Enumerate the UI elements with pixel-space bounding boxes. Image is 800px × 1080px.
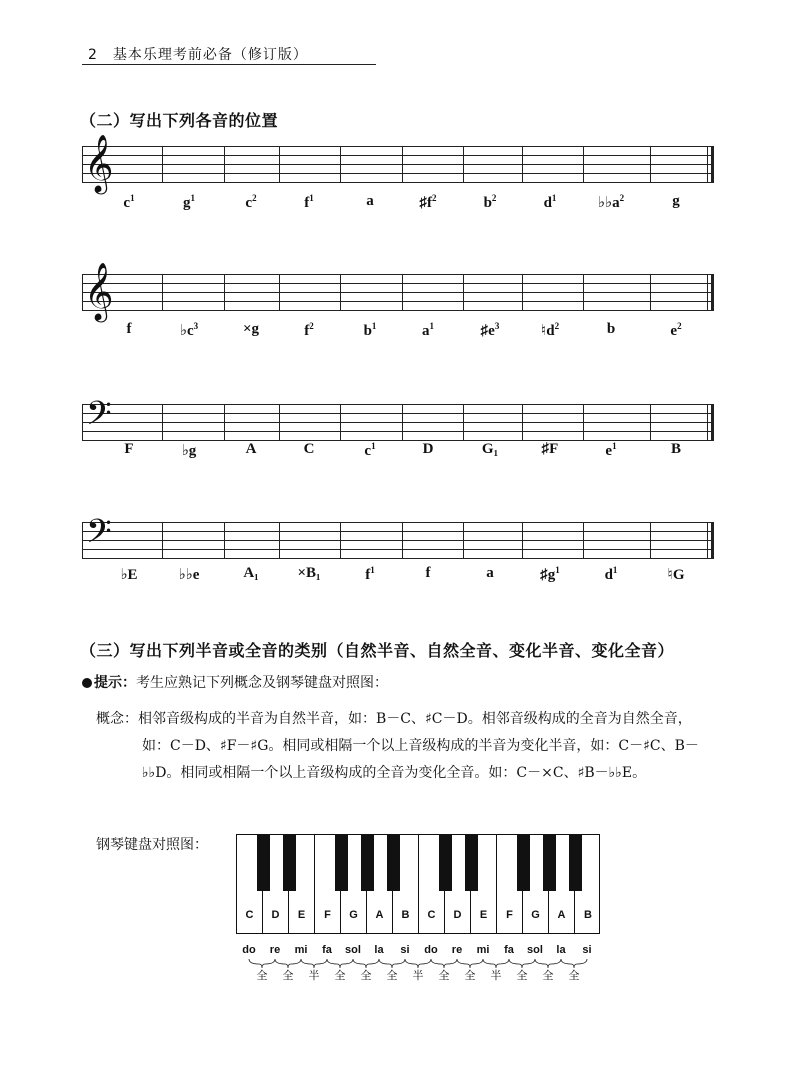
solfege-syllable: do [242,944,256,956]
black-key [283,835,296,891]
barline [224,146,225,182]
octave-mark: 3 [193,321,199,331]
step-type: 全 [464,969,476,982]
note-label [670,321,681,340]
barline [224,274,225,310]
note-label [365,565,375,584]
note-label [183,193,195,212]
note-label [423,441,434,458]
octave-mark: 1 [309,193,314,203]
staff-line [82,310,714,311]
final-barline-thin [707,404,708,441]
white-key-label: B [584,909,592,921]
black-key [543,835,556,891]
step-type: 全 [542,969,554,982]
barline [522,522,523,558]
octave-mark: 1 [190,193,195,203]
solfege-syllable: mi [294,944,308,956]
note-label [364,321,377,340]
barline [583,404,584,440]
white-key-label: B [401,909,410,921]
final-barline-thin [707,146,708,183]
note-label [304,321,314,340]
note-label [671,441,681,458]
note-name: b [363,323,372,339]
black-key [465,835,478,891]
running-header: 2 基本乐理考前必备（修订版） [88,47,308,63]
white-key-label: E [297,909,306,921]
barline [224,522,225,558]
note-name: d [604,567,613,583]
hint [82,672,388,692]
barline [463,274,464,310]
final-barline-thin [707,274,708,311]
staff-line [82,155,714,156]
step-type: 全 [282,969,294,982]
white-key-label: C [245,909,254,921]
staff-line [82,413,714,414]
note-name: e [605,443,613,459]
barline [279,522,280,558]
final-barline-thick [711,522,714,559]
barline [650,274,651,310]
final-barline-thick [711,404,714,441]
note-name: ♭E [120,567,138,583]
note-name: ×B₁ [297,565,321,581]
note-name: e [670,323,678,339]
white-key-label: G [531,909,540,921]
white-key-label: C [427,909,436,921]
note-name: c [245,195,253,211]
white-key-label: F [506,909,513,921]
staff-3 [82,395,714,441]
note-label [422,321,434,340]
note-name: c [364,443,372,459]
step-type: 全 [568,969,580,982]
black-key [439,835,452,891]
barline [463,522,464,558]
barline [340,522,341,558]
note-label [182,441,197,460]
note-name: c [123,195,131,211]
staff-line [82,274,714,275]
note-label [120,565,137,584]
staff-line [82,440,714,441]
white-key-label: A [375,909,384,921]
staff-4 [82,513,714,559]
step-type: 全 [360,969,372,982]
start-barline [82,404,83,440]
solfege-syllable: la [556,944,566,956]
barline [402,146,403,182]
step-type: 全 [334,969,346,982]
staff-line [82,301,714,302]
barline [650,404,651,440]
barline [522,274,523,310]
note-label [420,193,437,212]
solfege-syllable: re [269,944,281,956]
solfege-syllable: si [582,944,592,956]
staff-line [82,182,714,183]
white-key-label: A [557,909,566,921]
step-type: 全 [386,969,398,982]
barline [650,522,651,558]
step-type: 全 [256,969,268,982]
note-name: g [183,195,191,211]
barline [224,404,225,440]
note-label [179,565,200,584]
octave-mark: 2 [677,321,682,331]
barline [463,404,464,440]
note-name: ♭g [181,443,197,459]
note-name: a [486,565,494,581]
white-key-label: F [324,909,331,921]
solfege-syllable: la [374,944,384,956]
note-label [667,565,684,584]
barline [279,274,280,310]
barline [340,146,341,182]
hint-text: 考生应熟记下列概念及钢琴键盘对照图： [136,675,388,691]
octave-mark: 2 [554,321,560,331]
solfege-syllable: sol [527,944,543,956]
black-key [361,835,374,891]
staff-line [82,283,714,284]
octave-mark: 1 [371,441,376,451]
note-label [246,441,257,458]
note-name: ♯e [480,323,495,339]
note-name: f [126,321,132,337]
note-name: ♮d [540,323,555,339]
note-name: A [245,441,257,457]
note-label [180,321,198,340]
header-rule [82,64,376,65]
note-label [540,565,560,584]
step-type: 半 [490,969,502,982]
note-label [672,193,680,210]
note-name: G₁ [481,441,499,457]
black-key [335,835,348,891]
black-key [257,835,270,891]
note-label [484,193,497,212]
staff-line [82,522,714,523]
note-name: d [543,195,552,211]
note-name: f [304,323,310,339]
octave-mark: 2 [309,321,314,331]
octave-mark: 2 [619,193,625,203]
barline [522,404,523,440]
bass-clef-icon: 𝄢 [86,513,112,559]
barline [340,274,341,310]
note-label [243,565,258,582]
note-name: f [304,195,310,211]
note-label [245,193,256,212]
barline [463,146,464,182]
note-label [123,193,134,212]
note-name: ♭♭a [597,195,620,211]
note-label [605,441,616,460]
note-label [482,441,498,458]
note-name: B [670,441,682,457]
barline [583,146,584,182]
note-name: ♭♭e [178,567,200,583]
treble-clef-icon: 𝄞 [84,262,114,320]
step-type: 全 [438,969,450,982]
staff-2 [82,262,714,320]
solfege-syllable: do [424,944,438,956]
octave-mark: 1 [130,193,135,203]
solfege-syllable: sol [345,944,361,956]
octave-mark: 1 [370,565,375,575]
barline [162,274,163,310]
note-label [486,565,494,582]
concept-paragraph [96,706,716,787]
note-name: g [672,193,680,209]
start-barline [82,146,83,182]
bullet-icon [82,678,92,688]
barline [402,274,403,310]
barline [340,404,341,440]
start-barline [82,522,83,558]
section-3-title: （三）写出下列半音或全音的类别（自然半音、自然全音、变化半音、变化全音） [80,641,675,660]
white-key-label: E [479,909,488,921]
note-name: C [303,441,315,457]
note-name: ♯f [419,195,432,211]
octave-mark: 1 [612,565,618,575]
note-label [364,441,375,460]
barline [162,146,163,182]
note-label [605,565,618,584]
black-key [387,835,400,891]
staff-line [82,146,714,147]
solfege-syllable: si [400,944,410,956]
staff-line [82,422,714,423]
barline [402,404,403,440]
step-type: 半 [412,969,424,982]
barline [583,274,584,310]
note-label [366,193,374,210]
octave-mark: 3 [494,321,500,331]
solfege-syllable: re [451,944,463,956]
barline [279,404,280,440]
note-name: ♮G [667,567,685,583]
solfege-syllable: fa [322,944,332,956]
note-name: b [483,195,492,211]
bass-clef-icon: 𝄢 [86,395,112,441]
barline [279,146,280,182]
staff-line [82,173,714,174]
octave-mark: 1 [429,321,434,331]
barline [583,522,584,558]
note-label [304,441,315,458]
piano-keyboard [236,834,600,934]
start-barline [82,274,83,310]
note-label [127,321,132,338]
note-name: ♭c [179,323,194,339]
note-name: D [422,441,434,457]
note-label [542,441,559,458]
treble-clef-icon: 𝄞 [84,134,114,192]
note-name: F [124,441,134,457]
solfege-syllable: mi [476,944,490,956]
note-name: f [365,567,371,583]
note-label [541,321,559,340]
staff-line [82,164,714,165]
staff-line [82,549,714,550]
note-name: a [366,193,374,209]
octave-mark: 2 [432,193,437,203]
note-name: a [422,323,430,339]
note-name: ♯g [540,567,556,583]
white-key-label: D [271,909,280,921]
octave-mark: 1 [371,321,377,331]
octave-mark: 1 [555,565,560,575]
white-key-label: D [453,909,462,921]
black-key [569,835,582,891]
staff-line [82,292,714,293]
note-name: A₁ [243,565,259,581]
final-barline-thin [707,522,708,559]
note-label [304,193,314,212]
note-label [607,321,615,338]
barline [650,146,651,182]
note-label [426,565,431,582]
barline [402,522,403,558]
step-type: 全 [516,969,528,982]
note-label [243,321,259,338]
staff-line [82,431,714,432]
note-label [297,565,320,582]
barline [162,404,163,440]
note-name: ×g [242,321,260,337]
octave-mark: 1 [612,441,617,451]
section-2-title: （二）写出下列各音的位置 [80,111,279,130]
solfege-syllable: fa [504,944,514,956]
note-name: b [606,321,616,337]
staff-line [82,531,714,532]
staff-1 [82,134,714,192]
staff-line [82,540,714,541]
staff-line [82,404,714,405]
white-key-label: G [349,909,358,921]
keyboard-label: 钢琴键盘对照图： [96,837,208,853]
barline [162,522,163,558]
black-key [517,835,530,891]
hint-label: 提示： [94,675,136,691]
concept-text: 概念：相邻音级构成的半音为自然半音，如：B－C、♯C－D。相邻音级构成的全音为自然全音，如：C－D、♯F－♯G。相同或相隔一个以上音级构成的半音为变化半音，如：C－♯C、B－♭♭D。相同或相隔一个以上音级构成的全音为变化全音。如：C－×C、♯B－♭♭E。 [96,711,699,781]
step-type: 半 [308,969,320,982]
final-barline-thick [711,274,714,311]
octave-mark: 2 [491,193,497,203]
note-label [544,193,557,212]
note-name: ♯F [541,441,559,457]
note-label [124,441,133,458]
note-label [598,193,624,212]
note-label [481,321,500,340]
octave-mark: 2 [252,193,257,203]
staff-line [82,558,714,559]
octave-mark: 1 [551,193,557,203]
barline [522,146,523,182]
final-barline-thick [711,146,714,183]
note-name: f [425,565,431,581]
